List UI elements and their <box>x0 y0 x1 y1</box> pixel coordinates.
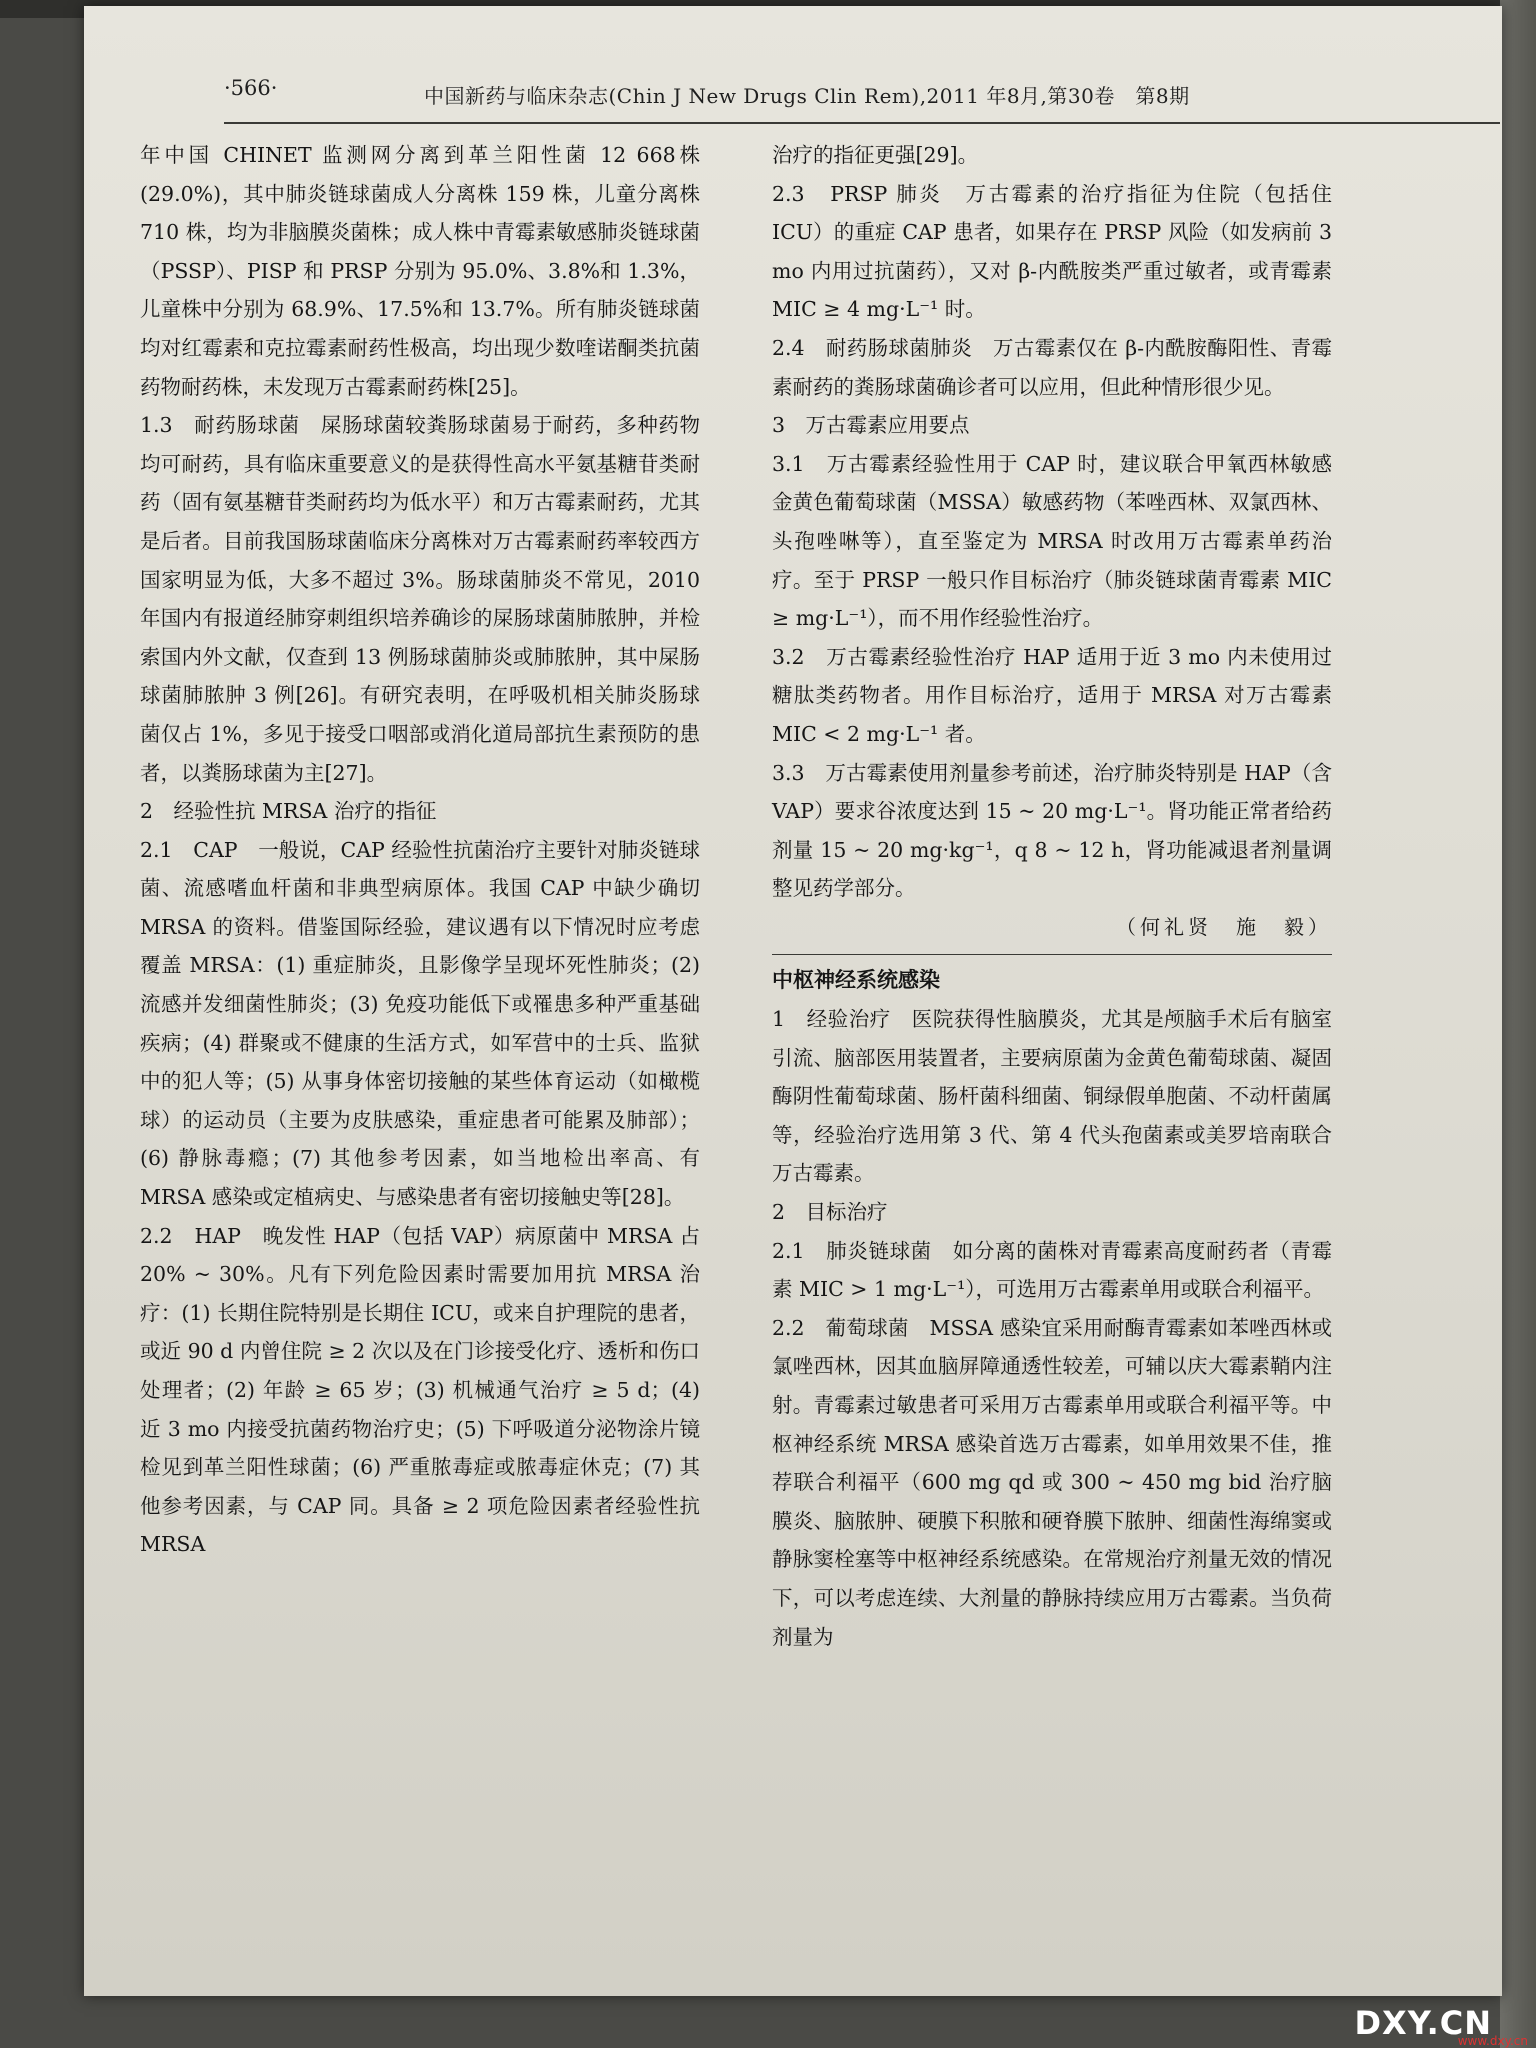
site-watermark: DXY.CN <box>1354 2004 1492 2042</box>
paragraph-pneumococcus: 2.1 肺炎链球菌 如分离的菌株对青霉素高度耐药者（青霉素 MIC > 1 mg·L⁻¹），可选用万古霉素单用或联合利福平。 <box>772 1238 1332 1302</box>
section-title-cns: 中枢神经系统感染 <box>772 968 940 993</box>
paragraph-3-3: 3.3 万古霉素使用剂量参考前述，治疗肺炎特别是 HAP（含 VAP）要求谷浓度达到 15 ~ 20 mg·L⁻¹。肾功能正常者给药剂量 15 ~ 20 mg·kg⁻¹，q 8 ~ 12 h，肾功能减退者剂量调整见药学部分。 <box>772 760 1332 901</box>
paragraph-surveillance: 年中国 CHINET 监测网分离到革兰阳性菌 12 668株(29.0%)，其中肺炎链球菌成人分离株 159 株，儿童分离株 710 株，均为非脑膜炎菌株；成人株中青霉素敏感肺炎链球菌（PSSP）、PISP 和 PRSP 分别为 95.0%、3.8%和 1.3%，儿童株中分别为 68.9%、17.5%和 13.7%。所有肺炎链球菌均对红霉素和克拉霉素耐药性极高，均出现少数喹诺酮类抗菌药物耐药株，未发现万古霉素耐药株[25]。 <box>140 143 700 399</box>
author-credit: （何礼贤 施 毅） <box>1116 914 1332 939</box>
journal-citation: 中国新药与临床杂志(Chin J New Drugs Clin Rem),2011 年8月,第30卷 第8期 <box>424 84 1190 108</box>
paragraph-resistant-enterococcus: 2.4 耐药肠球菌肺炎 万古霉素仅在 β-内酰胺酶阳性、青霉素耐药的粪肠球菌确诊者可以应用，但此种情形很少见。 <box>772 335 1332 399</box>
page-header <box>224 74 1500 124</box>
paragraph-cap: 2.1 CAP 一般说，CAP 经验性抗菌治疗主要针对肺炎链球菌、流感嗜血杆菌和非典型病原体。我国 CAP 中缺少确切 MRSA 的资料。借鉴国际经验，建议遇有以下情况时应考虑覆盖 MRSA：(1) 重症肺炎，且影像学呈现坏死性肺炎；(2) 流感并发细菌性肺炎；(3) 免疫功能低下或罹患多种严重基础疾病；(4) 群聚或不健康的生活方式，如军营中的士兵、监狱中的犯人等；(5) 从事身体密切接触的某些体育运动（如橄榄球）的运动员（主要为皮肤感染，重症患者可能累及肺部）；(6) 静脉毒瘾；(7) 其他参考因素，如当地检出率高、有 MRSA 感染或定植病史、与感染患者有密切接触史等[28]。 <box>140 837 700 1210</box>
page-number: ·566· <box>224 76 278 100</box>
section-heading-targeted: 2 目标治疗 <box>772 1200 888 1225</box>
paragraph-3-2: 3.2 万古霉素经验性治疗 HAP 适用于近 3 mo 内未使用过糖肽类药物者。用作目标治疗，适用于 MRSA 对万古霉素 MIC < 2 mg·L⁻¹ 者。 <box>772 644 1332 746</box>
paragraph-staphylococcus: 2.2 葡萄球菌 MSSA 感染宜采用耐酶青霉素如苯唑西林或氯唑西林，因其血脑屏障通透性较差，可辅以庆大霉素鞘内注射。青霉素过敏患者可采用万古霉素单用或联合利福平等。中枢神经系统 MRSA 感染首选万古霉素，如单用效果不佳，推荐联合利福平（600 mg qd 或 300 ~ 450 mg bid 治疗脑膜炎、脑脓肿、硬膜下积脓和硬脊膜下脓肿、细菌性海绵窦或静脉窦栓塞等中枢神经系统感染。在常规治疗剂量无效的情况下，可以考虑连续、大剂量的静脉持续应用万古霉素。当负荷剂量为 <box>772 1315 1332 1649</box>
paragraph-prsp: 2.3 PRSP 肺炎 万古霉素的治疗指征为住院（包括住 ICU）的重症 CAP 患者，如果存在 PRSP 风险（如发病前 3 mo 内用过抗菌药），又对 β-内酰胺类严重过敏者，或青霉素 MIC ≥ 4 mg·L⁻¹ 时。 <box>772 181 1332 322</box>
paragraph-cns-empirical: 1 经验治疗 医院获得性脑膜炎，尤其是颅脑手术后有脑室引流、脑部医用装置者，主要病原菌为金黄色葡萄球菌、凝固酶阴性葡萄球菌、肠杆菌科细菌、铜绿假单胞菌、不动杆菌属等，经验治疗选用第 3 代、第 4 代头孢菌素或美罗培南联合万古霉素。 <box>772 1007 1332 1186</box>
paragraph-enterococcus: 1.3 耐药肠球菌 屎肠球菌较粪肠球菌易于耐药，多种药物均可耐药，具有临床重要意义的是获得性高水平氨基糖苷类耐药（固有氨基糖苷类耐药均为低水平）和万古霉素耐药，尤其是后者。目前我国肠球菌临床分离株对万古霉素耐药率较西方国家明显为低，大多不超过 3%。肠球菌肺炎不常见，2010 年国内有报道经肺穿刺组织培养确诊的屎肠球菌肺脓肿，并检索国内外文献，仅查到 13 例肠球菌肺炎或肺脓肿，其中屎肠球菌肺脓肿 3 例[26]。有研究表明，在呼吸机相关肺炎肠球菌仅占 1%，多见于接受口咽部或消化道局部抗生素预防的患者，以粪肠球菌为主[27]。 <box>140 413 700 785</box>
paragraph-hap: 2.2 HAP 晚发性 HAP（包括 VAP）病原菌中 MRSA 占 20% ~ 30%。凡有下列危险因素时需要加用抗 MRSA 治疗：(1) 长期住院特别是长期住 ICU，或来自护理院的患者，或近 90 d 内曾住院 ≥ 2 次以及在门诊接受化疗、透析和伤口处理者；(2) 年龄 ≥ 65 岁；(3) 机械通气治疗 ≥ 5 d；(4) 近 3 mo 内接受抗菌药物治疗史；(5) 下呼吸道分泌物涂片镜检见到革兰阳性球菌；(6) 严重脓毒症或脓毒症休克；(7) 其他参考因素，与 CAP 同。具备 ≥ 2 项危险因素者经验性抗 MRSA <box>140 1223 700 1557</box>
left-column <box>140 136 700 1564</box>
paragraph-indication-continued: 治疗的指征更强[29]。 <box>772 143 979 167</box>
section-divider <box>772 954 1332 955</box>
paragraph-3-1: 3.1 万古霉素经验性用于 CAP 时，建议联合甲氧西林敏感金黄色葡萄球菌（MSSA）敏感药物（苯唑西林、双氯西林、头孢唑啉等），直至鉴定为 MRSA 时改用万古霉素单药治疗。至于 PRSP 一般只作目标治疗（肺炎链球菌青霉素 MIC ≥ mg·L⁻¹），而不用作经验性治疗。 <box>772 451 1332 631</box>
section-heading-empirical-mrsa: 2 经验性抗 MRSA 治疗的指征 <box>140 799 437 824</box>
section-heading-vancomycin-points: 3 万古霉素应用要点 <box>772 413 970 438</box>
right-column <box>772 136 1332 1656</box>
watermark-url: www.dxy.cn <box>1457 2034 1528 2048</box>
background-right-edge <box>1500 0 1536 2048</box>
